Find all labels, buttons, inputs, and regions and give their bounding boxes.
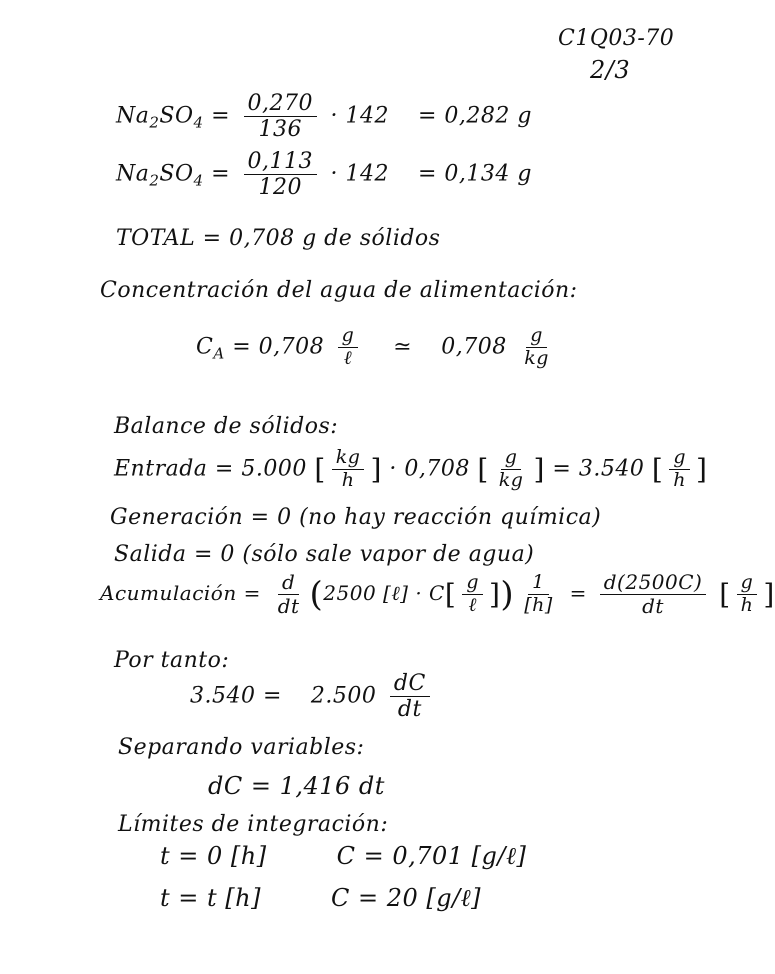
concentration-limit: C = 0,701 [g/ℓ]: [336, 842, 527, 870]
limit-row-1: [160, 842, 526, 871]
variable: C: [196, 334, 214, 360]
fraction: [244, 92, 317, 141]
fraction: $\frac{1}{[h]}$: [524, 571, 553, 616]
separando-heading: Separando variables:: [118, 735, 365, 760]
denominator: 120: [258, 175, 302, 201]
limites-heading: Límites de integración:: [118, 812, 389, 837]
concentration-equation: $C_A = 0,708$ $\frac{g}{\text{ℓ}}$ ≃ 0,708 $\frac{g}{kg}$: [196, 326, 559, 369]
unit-fraction: $\frac{kg}{h}$: [332, 448, 365, 491]
limit-row-2: [160, 884, 481, 913]
subscript: 2: [149, 171, 160, 190]
multiplier: · 142: [330, 161, 389, 187]
fraction: [244, 150, 317, 199]
generacion-line: Generación = 0 (no hay reacción química): [110, 505, 602, 530]
compound-symbol: Na: [116, 103, 150, 129]
coefficient: 2.500: [310, 683, 377, 709]
time-limit: t = 0 [h]: [160, 842, 267, 870]
unit-fraction: $\frac{g}{h}$: [737, 573, 758, 616]
entrada-line: Entrada = 5.000 [ $\frac{kg}{h}$ ] · 0,708 [ $\frac{g}{kg}$ ] = 3.540 [ $\frac{g}{h}$ ]: [114, 446, 708, 491]
document-code: C1Q03-70: [558, 26, 675, 51]
result: = 0,134 g: [417, 161, 532, 187]
value: 0,708: [258, 334, 325, 360]
numerator: 0,270: [244, 92, 317, 117]
concentration-limit: C = 20 [g/ℓ]: [330, 884, 482, 912]
result: = 0,282 g: [417, 103, 532, 129]
derivative-operator: $\frac{d}{dt}$: [277, 570, 300, 618]
time-limit: t = t [h]: [160, 884, 261, 912]
unit-fraction: $\frac{g}{kg}$: [524, 324, 549, 369]
value: 5.000: [241, 456, 307, 482]
por-tanto-equation: 3.540 = 2.500 $\frac{dC}{dt}$: [190, 672, 436, 721]
total-line: TOTAL = 0,708 g de sólidos: [116, 226, 441, 251]
denominator: 136: [258, 117, 302, 143]
balance-heading: Balance de sólidos:: [114, 414, 339, 439]
value: 0,708: [404, 456, 470, 482]
subscript: A: [213, 344, 225, 363]
subscript: 4: [193, 171, 204, 190]
term-label: Entrada =: [114, 456, 234, 482]
compound-symbol: Na: [116, 161, 150, 187]
derivative: $\frac{dC}{dt}$: [390, 672, 430, 721]
salida-line: Salida = 0 (sólo sale vapor de agua): [114, 542, 535, 567]
calc-line-1: $Na_2SO_4$ = $\frac{0,270}{136}$ · 142 = 0,282 g: [116, 91, 532, 143]
inner-term: 2500 [ℓ] · C: [323, 581, 445, 605]
derivative-result: $\frac{d(2500C)}{dt}$: [600, 572, 707, 617]
value: 3.540: [578, 456, 645, 482]
term-label: Acumulación =: [100, 581, 261, 605]
unit-fraction: $\frac{g}{\text{ℓ}}$: [338, 326, 359, 369]
calc-line-2: $Na_2SO_4$ = $\frac{0,113}{120}$ · 142 = 0,134 g: [116, 149, 532, 201]
numerator: 0,113: [244, 150, 317, 175]
separando-equation: dC = 1,416 dt: [208, 772, 385, 800]
approx-symbol: ≃: [393, 334, 413, 360]
unit-fraction: $\frac{g}{kg}$: [498, 446, 524, 491]
acumulacion-line: Acumulación = $\frac{d}{dt}$ (2500 [ℓ] · C[ $\frac{g}{\text{ℓ}}$ ]) $\frac{1}{[h]}$ = $\frac{d(2500C)}{dt}$ [ $\frac{g}{h}$ ]: [100, 570, 775, 618]
subscript: 4: [193, 113, 204, 132]
por-tanto-heading: Por tanto:: [114, 648, 230, 673]
compound-symbol: SO: [159, 161, 194, 187]
subscript: 2: [149, 113, 160, 132]
value: 0,708: [441, 334, 507, 360]
unit-fraction: $\frac{g}{h}$: [669, 448, 690, 491]
compound-symbol: SO: [159, 103, 194, 129]
page-number: 2/3: [590, 56, 631, 84]
concentration-heading: Concentración del agua de alimentación:: [100, 278, 578, 303]
multiplier: · 142: [330, 103, 389, 129]
unit-fraction: $\frac{g}{\text{ℓ}}$: [462, 573, 483, 616]
